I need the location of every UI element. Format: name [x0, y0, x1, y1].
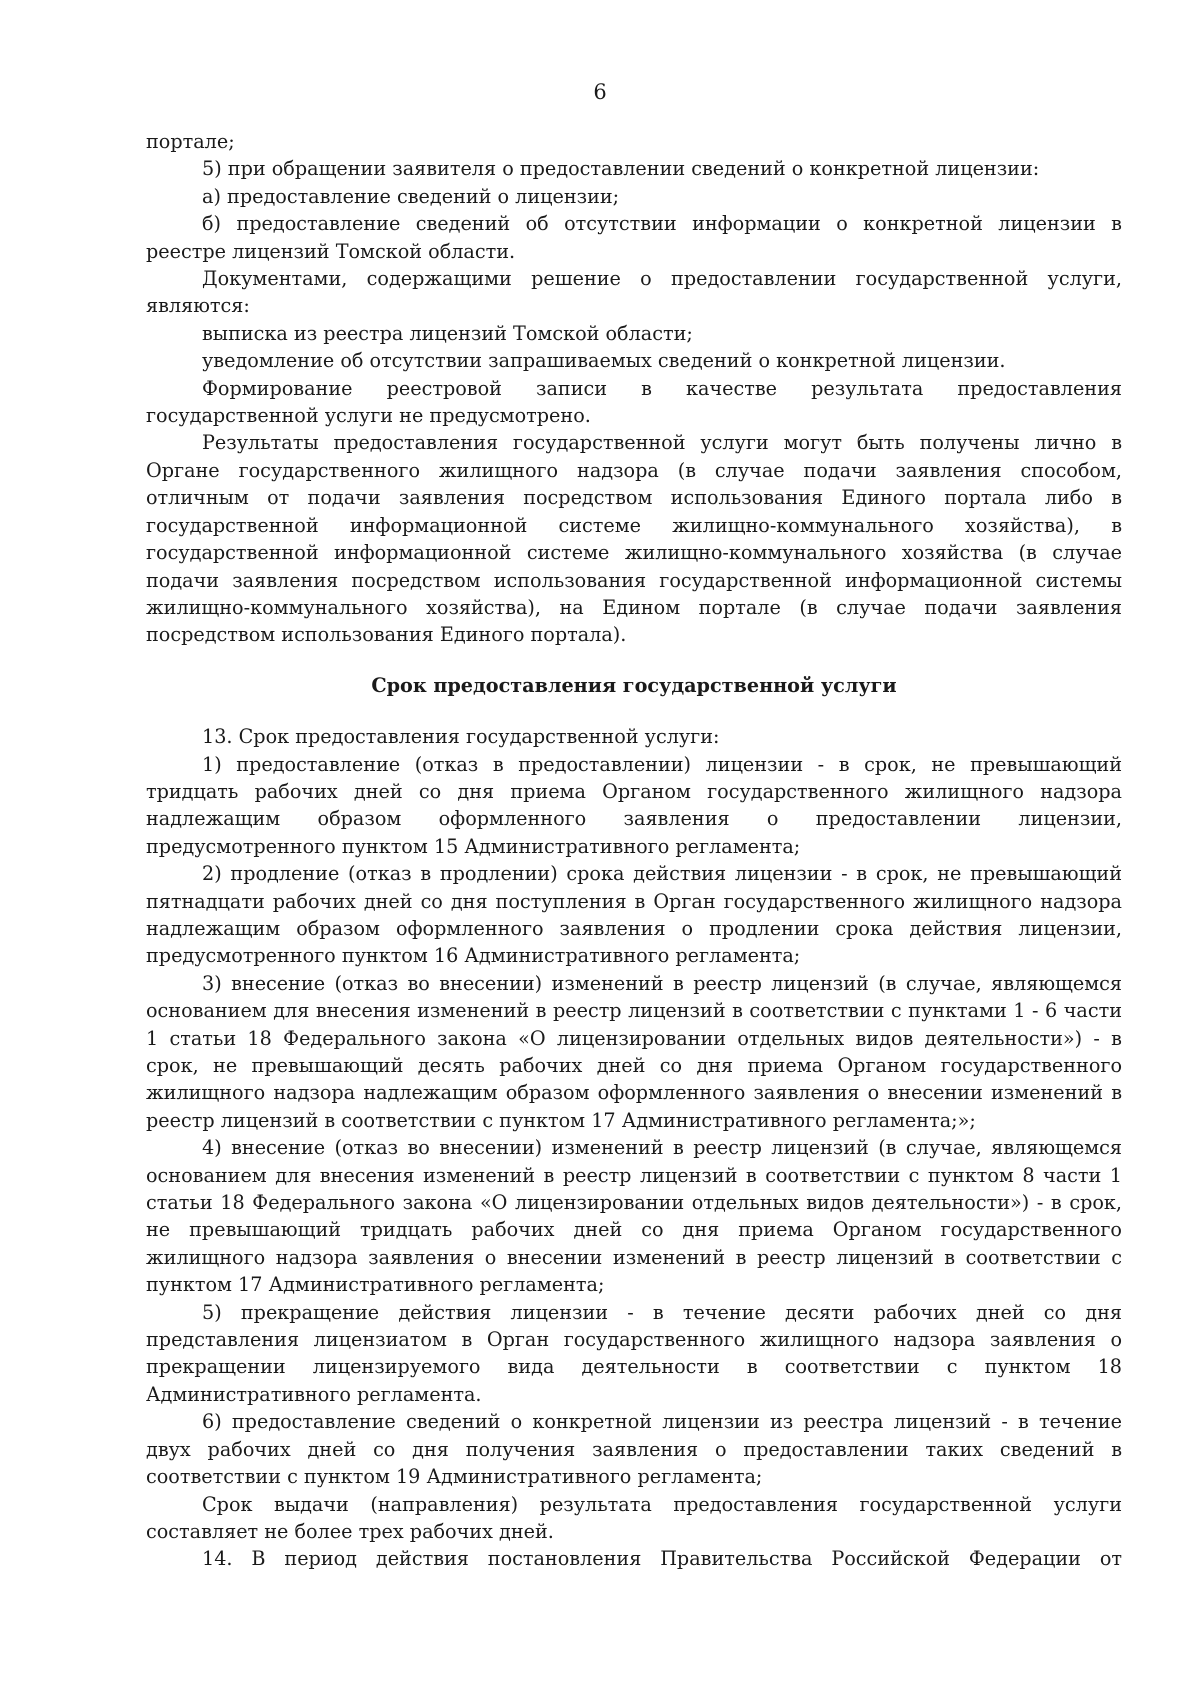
paragraph: 3) внесение (отказ во внесении) изменений в реестр лицензий (в случае, являющемся основанием для внесения изменений в реестр лицензий в соответствии с пунктами 1 - 6 части 1 статьи 18 Федерального закона «О лицензировании отдельных видов деятельности») - в срок, не превышающий десять рабочих дней со дня приема Органом государственного жилищного надзора надлежащим образом оформленного заявления о внесении изменений в реестр лицензий в соответствии с пунктом 17 Административного регламента;»;: [146, 971, 1122, 1132]
paragraph: 6) предоставление сведений о конкретной лицензии из реестра лицензий - в течение двух рабочих дней со дня получения заявления о предоставлении таких сведений в соответствии с пунктом 19 Административного регламента;: [146, 1410, 1122, 1489]
paragraph: Документами, содержащими решение о предоставлении государственной услуги, являются:: [146, 267, 1122, 318]
paragraph: Формирование реестровой записи в качестве результата предоставления государственной услуги не предусмотрено.: [146, 376, 1122, 428]
paragraph: 5) при обращении заявителя о предоставлении сведений о конкретной лицензии:: [202, 157, 1040, 181]
section-heading: Срок предоставления государственной услуги: [371, 673, 897, 697]
paragraph: Результаты предоставления государственной услуги могут быть получены лично в Органе государственного жилищного надзора (в случае подачи заявления способом, отличным от подачи заявления посредством использования Единого портала либо в государственной информационной системе жилищно-коммунального хозяйства), в государственной информационной системе жилищно-коммунального хозяйства (в случае подачи заявления посредством использования государственной информационной системы жилищно-коммунального хозяйства), на Едином портале (в случае подачи заявления посредством использования Единого портала).: [146, 431, 1122, 647]
paragraph: б) предоставление сведений об отсутствии информации о конкретной лицензии в реестре лицензий Томской области.: [146, 212, 1122, 263]
paragraph: 13. Срок предоставления государственной услуги:: [202, 725, 720, 749]
document-body: [146, 128, 1122, 1573]
paragraph: Срок выдачи (направления) результата предоставления государственной услуги составляет не более трех рабочих дней.: [146, 1492, 1122, 1543]
paragraph: выписка из реестра лицензий Томской области;: [202, 321, 693, 345]
paragraph: уведомление об отсутствии запрашиваемых сведений о конкретной лицензии.: [202, 349, 1006, 373]
paragraph: 4) внесение (отказ во внесении) изменений в реестр лицензий (в случае, являющемся основанием для внесения изменений в реестр лицензий в соответствии с пунктом 8 части 1 статьи 18 Федерального закона «О лицензировании отдельных видов деятельности») - в срок, не превышающий тридцать рабочих дней со дня приема Органом государственного жилищного надзора заявления о внесении изменений в реестр лицензий в соответствии с пунктом 17 Административного регламента;: [146, 1136, 1122, 1297]
page-number: 6: [593, 80, 607, 104]
paragraph: 1) предоставление (отказ в предоставлении) лицензии - в срок, не превышающий тридцать рабочих дней со дня приема Органом государственного жилищного надзора надлежащим образом оформленного заявления о предоставлении лицензии, предусмотренного пунктом 15 Административного регламента;: [146, 752, 1122, 858]
paragraph: портале;: [146, 130, 235, 153]
paragraph: 5) прекращение действия лицензии - в течение десяти рабочих дней со дня представления лицензиатом в Орган государственного жилищного надзора заявления о прекращении лицензируемого вида деятельности в соответствии с пунктом 18 Административного регламента.: [146, 1300, 1122, 1406]
paragraph: а) предоставление сведений о лицензии;: [202, 184, 620, 208]
paragraph: 14. В период действия постановления Правительства Российской Федерации от: [202, 1547, 1122, 1571]
paragraph: 2) продление (отказ в продлении) срока действия лицензии - в срок, не превышающий пятнадцати рабочих дней со дня поступления в Орган государственного жилищного надзора надлежащим образом оформленного заявления о продлении срока действия лицензии, предусмотренного пунктом 16 Административного регламента;: [146, 862, 1122, 968]
